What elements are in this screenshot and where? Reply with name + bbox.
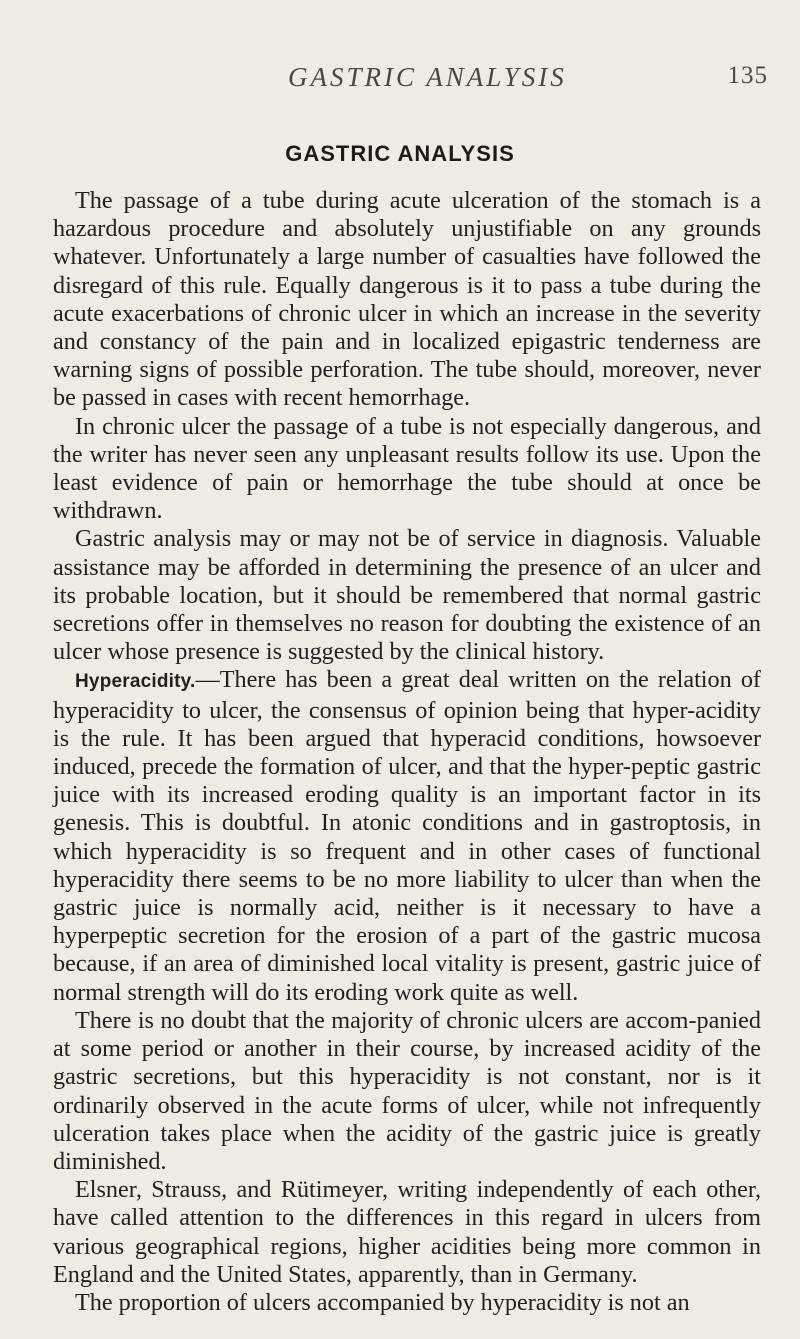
section-title: GASTRIC ANALYSIS — [285, 141, 515, 166]
hyperacidity-heading: Hyperacidity. — [75, 671, 196, 693]
paragraph-tube-passage: The passage of a tube during acute ulceration of the stomach is a hazardous procedure and absolutely unjustifiable on any grounds whatever. Unfortunately a large number of casualties have followed the disregard of this rule. Equally dangerous is it to pass a tube during the acute exacerbations of chronic ulcer in which an increase in the severity and constancy of the pain and in localized epigastric tenderness are warning signs of possible perforation. The tube should, moreover, never be passed in cases with recent hemorrhage. — [53, 187, 761, 412]
paragraph-acidity-majority: There is no doubt that the majority of chronic ulcers are accom-panied at some period or another in their course, by increased acidity of the gastric secretions, but this hyperacidity is not constant, nor is it ordinarily observed in the acute forms of ulcer, while not infrequently ulceration takes place when the acidity of the gastric juice is greatly diminished. — [53, 1006, 761, 1175]
body-text — [53, 187, 761, 1317]
running-title: GASTRIC ANALYSIS — [288, 62, 567, 92]
running-header — [288, 62, 768, 96]
hyperacidity-text: —There has been a great deal written on the relation of hyperacidity to ulcer, the consensus of opinion being that hyper-acidity is the rule. It has been argued that hyperacid conditions, howsoever induced, precede the formation of ulcer, and that the hyper-peptic gastric juice with its increased eroding quality is an important factor in its genesis. This is doubtful. In atonic conditions and in gastroptosis, in which hyperacidity is so frequent and in other cases of functional hyperacidity there seems to be no more liability to ulcer than when the gastric juice is normally acid, neither is it necessary to have a hyperpeptic secretion for the erosion of a part of the gastric mucosa because, if an area of diminished local vitality is present, gastric juice of normal strength will do its eroding work quite as well. — [53, 666, 761, 1006]
paragraph-proportion: The proportion of ulcers accompanied by hyperacidity is not an — [75, 1288, 690, 1316]
paragraph-geographic-differences: Elsner, Strauss, and Rütimeyer, writing independently of each other, have called attention to the differences in this regard in ulcers from various geographical regions, higher acidities being more common in England and the United States, apparently, than in Germany. — [53, 1176, 761, 1288]
paragraph-hyperacidity — [53, 666, 761, 1006]
paragraph-chronic-ulcer: In chronic ulcer the passage of a tube is not especially dangerous, and the writer has never seen any unpleasant results follow its use. Upon the least evidence of pain or hemorrhage the tube should at once be withdrawn. — [53, 412, 761, 525]
page-number: 135 — [727, 62, 768, 89]
paragraph-gastric-analysis: Gastric analysis may or may not be of service in diagnosis. Valuable assistance may be afforded in determining the presence of an ulcer and its probable location, but it should be remembered that normal gastric secretions offer in themselves no reason for doubting the existence of an ulcer whose presence is suggested by the clinical history. — [53, 525, 761, 666]
